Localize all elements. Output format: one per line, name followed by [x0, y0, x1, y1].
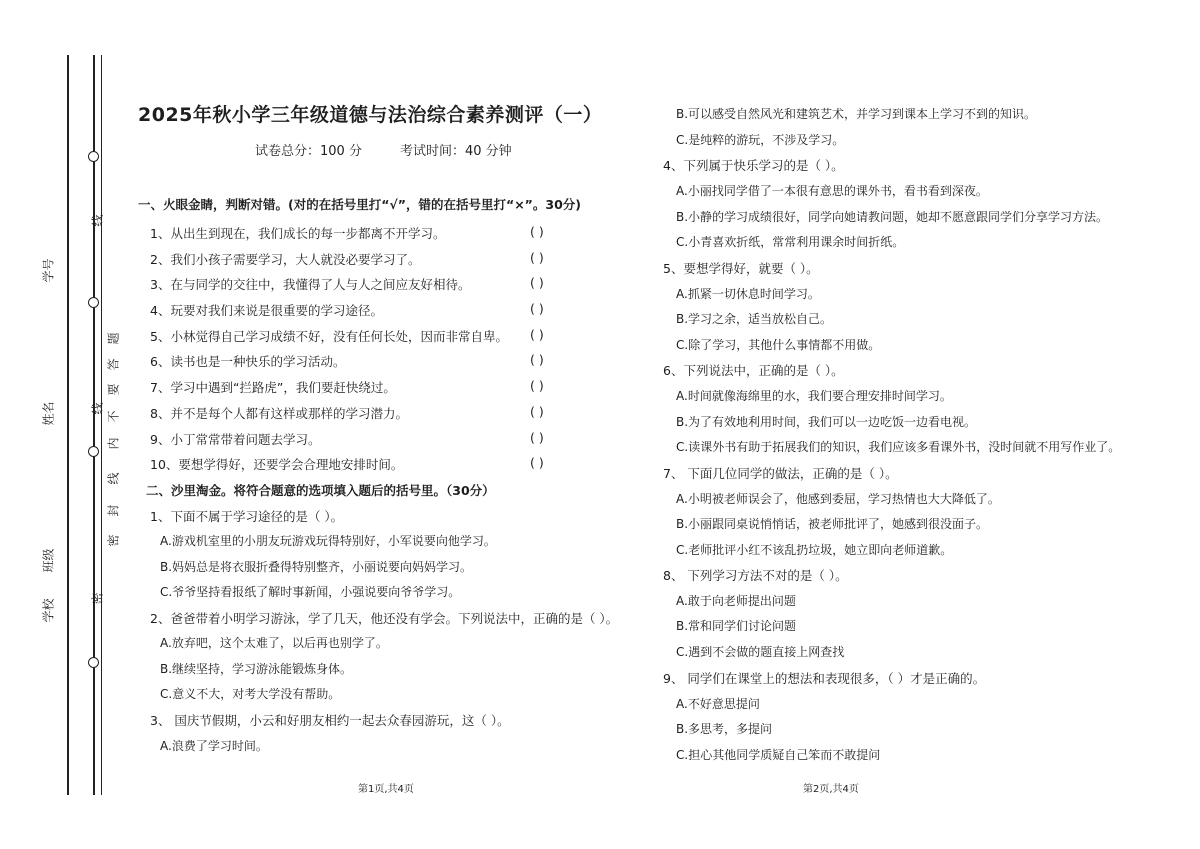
question-option: A.不好意思提问 [676, 697, 760, 711]
true-false-item: 7、学习中遇到“拦路虎”，我们要赶快绕过。 [150, 380, 396, 395]
question-option: A.放弃吧，这个太难了，以后再也别学了。 [160, 636, 388, 650]
total-score: 试卷总分：100 分 [255, 144, 362, 159]
answer-paren[interactable]: ( ) [530, 275, 544, 290]
answer-paren[interactable]: ( ) [530, 378, 544, 393]
label-school: 学校 [41, 598, 56, 623]
question-option: A.小明被老师误会了，他感到委屈，学习热情也大大降低了。 [676, 492, 1000, 506]
answer-paren[interactable]: ( ) [530, 352, 544, 367]
question-stem: 2、爸爸带着小明学习游泳，学了几天，他还没有学会。下列说法中，正确的是（ ）。 [150, 611, 619, 626]
question-option: B.继续坚持，学习游泳能锻炼身体。 [160, 662, 353, 676]
question-option: B.妈妈总是将衣服折叠得特别整齐，小丽说要向妈妈学习。 [160, 560, 473, 574]
seal-char: 封 [106, 504, 121, 517]
question-option: C.遇到不会做的题直接上网查找 [676, 645, 845, 659]
question-option: B.为了有效地利用时间，我们可以一边吃饭一边看电视。 [676, 415, 977, 429]
question-option: C.老师批评小红不该乱扔垃圾，她立即向老师道歉。 [676, 543, 953, 557]
question-option: A.浪费了学习时间。 [160, 739, 268, 753]
question-option: C.读课外书有助于拓展我们的知识，我们应该多看课外书，没时间就不用写作业了。 [676, 440, 1121, 454]
question-option: C.小青喜欢折纸，常常利用课余时间折纸。 [676, 235, 905, 249]
seal-char: 内 [106, 437, 121, 450]
label-student-id: 学号 [41, 258, 56, 283]
seal-char: 答 [106, 358, 121, 371]
answer-paren[interactable]: ( ) [530, 455, 544, 470]
question-option: C.意义不大，对考大学没有帮助。 [160, 687, 341, 701]
answer-paren[interactable]: ( ) [530, 250, 544, 265]
question-option: C.爷爷坚持看报纸了解时事新闻，小强说要向爷爷学习。 [160, 585, 461, 599]
exam-title: 2025年秋小学三年级道德与法治综合素养测评（一） [138, 104, 603, 126]
page-footer-left: 第1页,共4页 [358, 784, 414, 795]
seal-char: 线 [106, 472, 121, 485]
margin-inner-line [93, 55, 95, 795]
true-false-item: 1、从出生到现在，我们成长的每一步都离不开学习。 [150, 226, 446, 241]
binding-hole [88, 446, 99, 457]
question-option: B.小丽跟同桌说悄悄话，被老师批评了，她感到很没面子。 [676, 517, 989, 531]
question-option: A.时间就像海绵里的水，我们要合理安排时间学习。 [676, 389, 952, 403]
cut-word: 线 [90, 402, 105, 415]
binding-hole [88, 151, 99, 162]
question-option: C.除了学习，其他什么事情都不用做。 [676, 338, 881, 352]
true-false-item: 10、要想学得好，还要学会合理地安排时间。 [150, 457, 404, 472]
true-false-item: 4、玩要对我们来说是很重要的学习途径。 [150, 303, 383, 318]
question-stem: 3、 国庆节假期，小云和好朋友相约一起去众春园游玩，这（ ）。 [150, 713, 510, 728]
answer-paren[interactable]: ( ) [530, 224, 544, 239]
answer-paren[interactable]: ( ) [530, 301, 544, 316]
true-false-item: 3、在与同学的交往中，我懂得了人与人之间应友好相待。 [150, 277, 471, 292]
page-footer-right: 第2页,共4页 [803, 784, 859, 795]
label-name: 姓名 [41, 401, 56, 426]
question-option: B.多思考，多提问 [676, 722, 773, 736]
label-class: 班级 [41, 548, 56, 573]
question-option: C.担心其他同学质疑自己笨而不敢提问 [676, 748, 881, 762]
true-false-item: 9、小丁常常带着问题去学习。 [150, 432, 321, 447]
true-false-item: 2、我们小孩子需要学习，大人就没必要学习了。 [150, 252, 421, 267]
question-stem: 1、下面不属于学习途径的是（ ）。 [150, 509, 344, 524]
true-false-item: 8、并不是每个人都有这样或那样的学习潜力。 [150, 406, 408, 421]
true-false-item: 6、读书也是一种快乐的学习活动。 [150, 354, 346, 369]
margin-outer-line [67, 55, 69, 795]
question-option: B.常和同学们讨论问题 [676, 619, 797, 633]
seal-char: 题 [106, 332, 121, 345]
question-option: A.游戏机室里的小朋友玩游戏玩得特别好，小军说要向他学习。 [160, 534, 496, 548]
question-stem: 6、下列说法中，正确的是（ ）。 [663, 363, 844, 378]
section1-heading: 一、火眼金睛，判断对错。(对的在括号里打“√”，错的在括号里打“×”。30分) [138, 197, 581, 212]
answer-paren[interactable]: ( ) [530, 430, 544, 445]
binding-hole [88, 297, 99, 308]
true-false-item: 5、小林觉得自己学习成绩不好，没有任何长处，因而非常自卑。 [150, 329, 508, 344]
question-option: A.敢于向老师提出问题 [676, 594, 796, 608]
question-option: B.可以感受自然风光和建筑艺术，并学习到课本上学习不到的知识。 [676, 107, 1037, 121]
cut-word: 密 [90, 592, 105, 605]
margin-right-line [101, 55, 102, 795]
question-option: A.小丽找同学借了一本很有意思的课外书，看书看到深夜。 [676, 184, 988, 198]
binding-hole [88, 657, 99, 668]
seal-char: 线 [90, 214, 105, 227]
question-stem: 4、下列属于快乐学习的是（ ）。 [663, 158, 844, 173]
answer-paren[interactable]: ( ) [530, 327, 544, 342]
seal-char: 要 [106, 383, 121, 396]
question-option: C.是纯粹的游玩，不涉及学习。 [676, 133, 845, 147]
seal-char: 密 [106, 534, 121, 547]
answer-paren[interactable]: ( ) [530, 404, 544, 419]
question-stem: 7、 下面几位同学的做法，正确的是（ ）。 [663, 466, 898, 481]
question-option: B.小静的学习成绩很好，同学向她请教问题，她却不愿意跟同学们分享学习方法。 [676, 210, 1109, 224]
question-stem: 5、要想学得好，就要（ ）。 [663, 261, 819, 276]
question-option: A.抓紧一切休息时间学习。 [676, 287, 820, 301]
seal-char: 不 [106, 410, 121, 423]
question-option: B.学习之余，适当放松自己。 [676, 312, 833, 326]
question-stem: 8、 下列学习方法不对的是（ ）。 [663, 568, 848, 583]
section2-heading: 二、沙里淘金。将符合题意的选项填入题后的括号里。（30分） [146, 483, 495, 498]
question-stem: 9、 同学们在课堂上的想法和表现很多，（ ）才是正确的。 [663, 671, 986, 686]
exam-time: 考试时间：40 分钟 [400, 144, 512, 159]
